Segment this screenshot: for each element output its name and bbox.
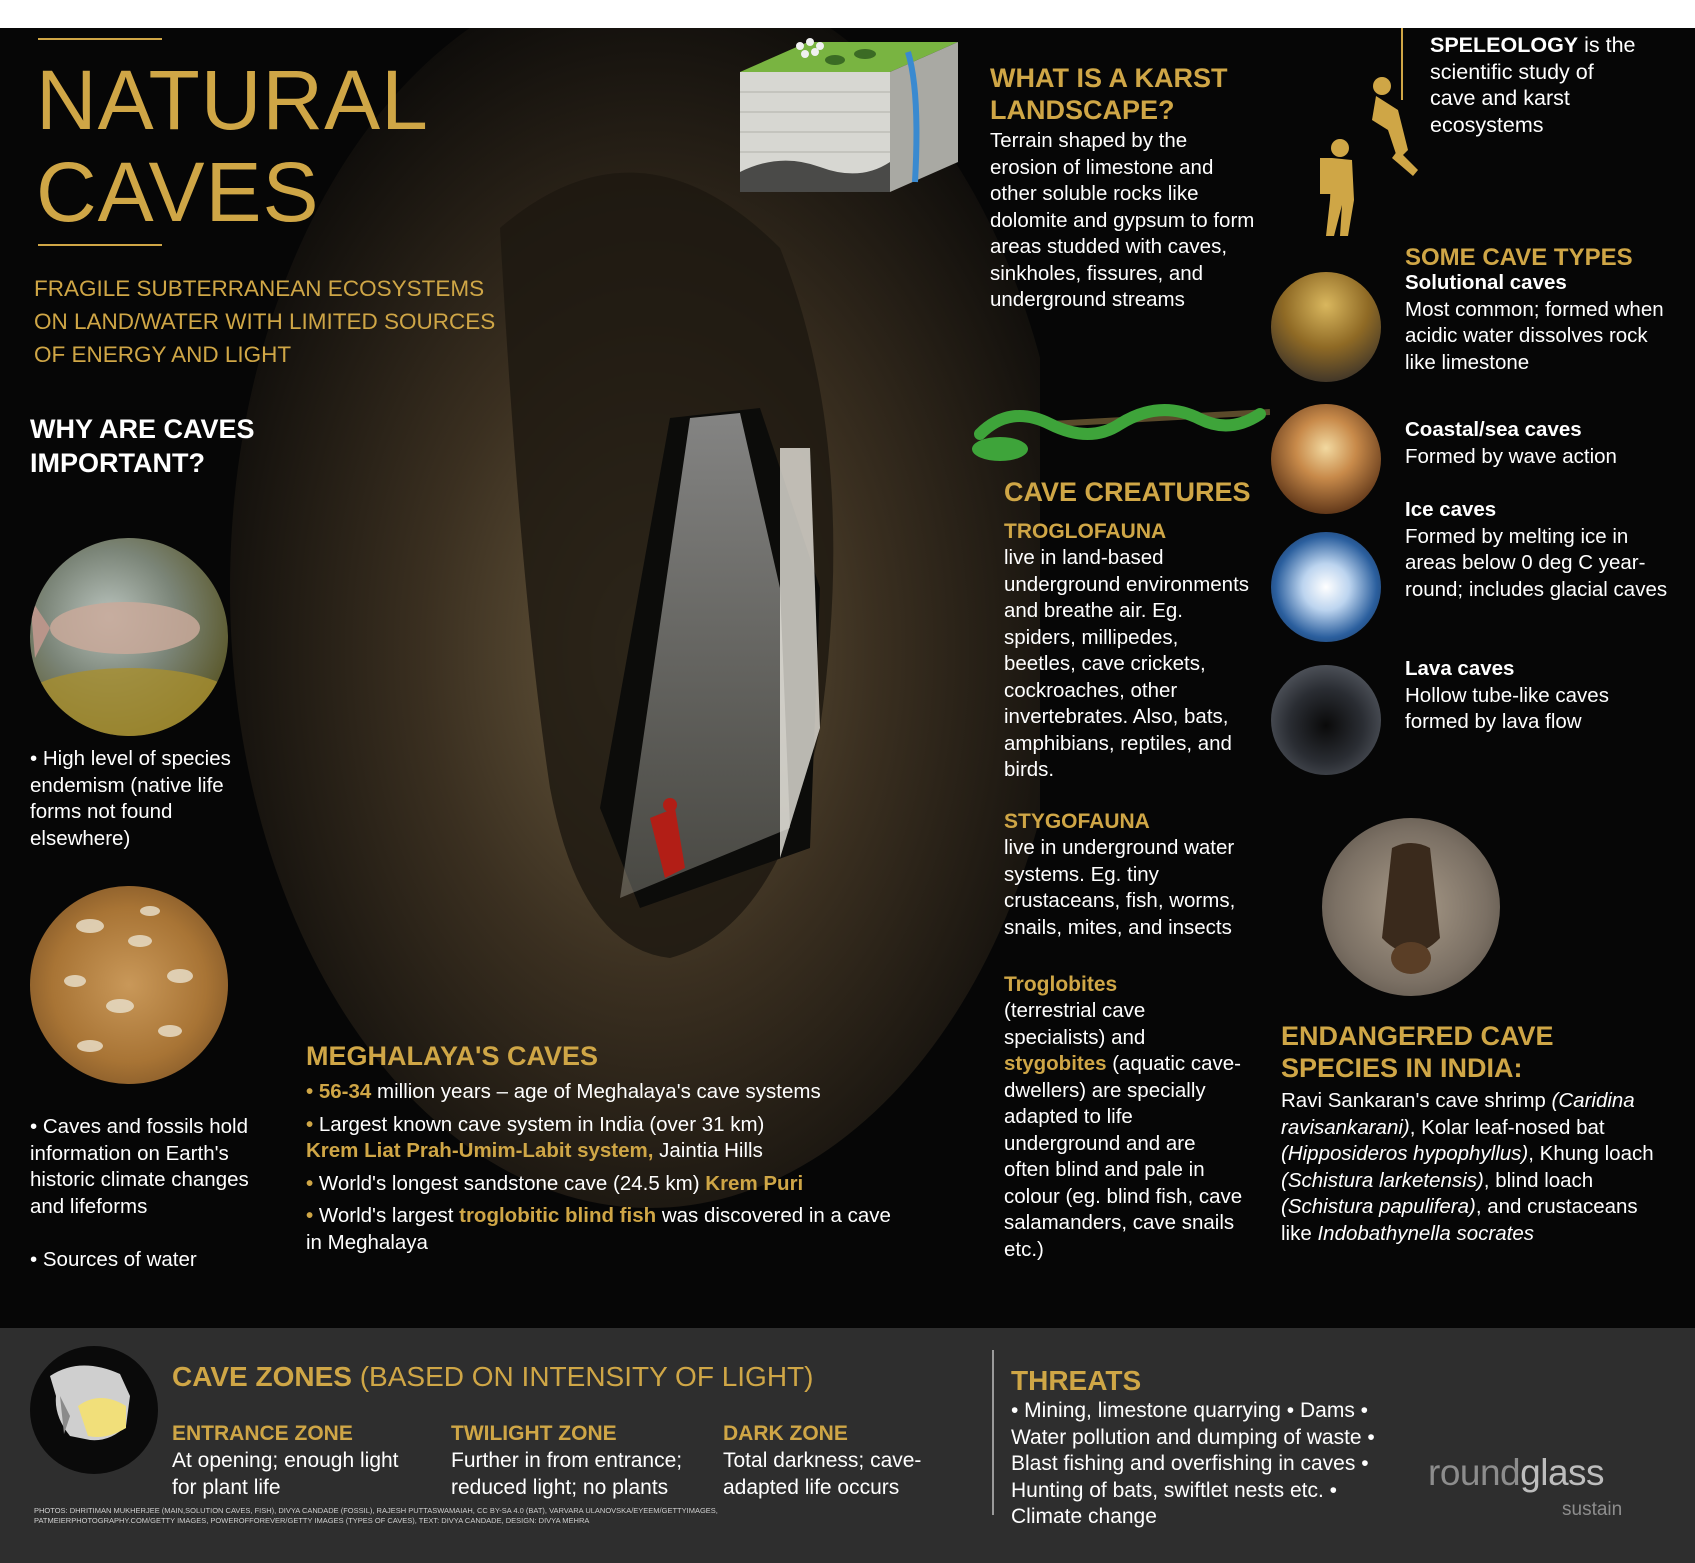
lava-cave-photo bbox=[1271, 665, 1381, 775]
stygofauna-block: STYGOFAUNA live in underground water systems. Eg. tiny crustaceans, fish, worms, snails, mites, and insects bbox=[1004, 810, 1236, 939]
zone-dark: DARK ZONE Total darkness; cave-adapted life occurs bbox=[723, 1422, 922, 1499]
fossil-photo bbox=[30, 886, 228, 1084]
meghalaya-facts: • 56-34 million years – age of Meghalaya's cave systems • Largest known cave system in India (over 31 km) Krem Liat Prah-Umim-Labit system, Jaintia Hills • World's longest sandstone cave (24.5 km) Krem Puri • World's largest troglobitic blind fish was discovered in a cave in Meghalaya bbox=[306, 1080, 891, 1254]
threats-heading: THREATS bbox=[1011, 1365, 1142, 1396]
photo-credits: PHOTOS: DHRITIMAN MUKHERJEE (MAIN,SOLUTION CAVES, FISH), DIVYA CANDADE (FOSSIL), RAJESH PUTTASWAMAIAH, CC BY-SA 4.0 (BAT), VARVARA ULANOVSKA/EYEEM/GETTYIMAGES, PATMEIERPHOTOGRAPHY.COM/GETTY IMAGES, POWEROFFOREVER/GETTY IMAGES (TYPES OF CAVES), TEXT: DIVYA CANDADE, DESIGN: DIVYA MEHRA bbox=[34, 1506, 718, 1525]
cave-type-coastal: Coastal/sea caves Formed by wave action bbox=[1405, 418, 1617, 468]
cave-type-solutional: Solutional caves Most common; formed when acidic water dissolves rock like limestone bbox=[1405, 271, 1664, 374]
endangered-species-text: Ravi Sankaran's cave shrimp (Caridina ravisankarani), Kolar leaf-nosed bat (Hipposideros hypophyllus), Khung loach (Schistura larketensis), blind loach (Schistura papulifera), and crustaceans like Indobathynella socrates bbox=[1281, 1089, 1654, 1245]
pit-viper-photo bbox=[970, 394, 1270, 474]
creatures-heading: CAVE CREATURES bbox=[1004, 477, 1251, 507]
zone-twilight: TWILIGHT ZONE Further in from entrance; reduced light; no plants bbox=[451, 1422, 683, 1499]
sea-cave-photo bbox=[1271, 404, 1381, 514]
importance-point-2: • Caves and fossils hold information on Earth's historic climate changes and lifeforms bbox=[30, 1115, 249, 1218]
roundglass-logo: roundglass bbox=[1428, 1452, 1605, 1493]
meghalaya-heading: MEGHALAYA'S CAVES bbox=[306, 1041, 598, 1071]
importance-point-1: • High level of species endemism (native life forms not found elsewhere) bbox=[30, 747, 231, 850]
cave-type-lava: Lava caves Hollow tube-like caves formed by lava flow bbox=[1405, 657, 1609, 733]
ice-cave-photo bbox=[1271, 532, 1381, 642]
zones-heading: CAVE ZONES (BASED ON INTENSITY OF LIGHT) bbox=[172, 1361, 814, 1392]
speleology-definition: SPELEOLOGY is the scientific study of cave and karst ecosystems bbox=[1430, 33, 1636, 137]
cave-types-heading: SOME CAVE TYPES bbox=[1405, 244, 1633, 271]
bat-photo bbox=[1322, 818, 1500, 996]
troglofauna-block: TROGLOFAUNA live in land-based underground environments and breathe air. Eg. spiders, millipedes, beetles, cave crickets, cockroaches, other invertebrates. Also, bats, amphibians, reptiles, and birds. bbox=[1004, 520, 1250, 781]
troglobites-block: Troglobites (terrestrial cave specialists) and stygobites (aquatic cave-dwellers) are specially adapted to life underground and are often blind and pale in colour (eg. blind fish, cave salamanders, cave snails etc.) bbox=[1004, 973, 1243, 1261]
title-rule-bottom bbox=[38, 244, 162, 246]
cave-type-ice: Ice caves Formed by melting ice in areas below 0 deg C year-round; includes glacial caves bbox=[1405, 498, 1668, 601]
sustain-logo-text: sustain bbox=[1562, 1499, 1623, 1520]
zone-entrance: ENTRANCE ZONE At opening; enough light for plant life bbox=[172, 1422, 399, 1499]
endangered-heading: ENDANGERED CAVE SPECIES IN INDIA: bbox=[1281, 1021, 1554, 1083]
solutional-cave-photo bbox=[1271, 272, 1381, 382]
importance-point-3: • Sources of water bbox=[30, 1248, 197, 1271]
band-divider bbox=[992, 1350, 994, 1515]
infographic-poster bbox=[0, 28, 1695, 1563]
importance-heading: WHY ARE CAVES IMPORTANT? bbox=[30, 414, 255, 478]
page-subtitle: FRAGILE SUBTERRANEAN ECOSYSTEMS ON LAND/WATER WITH LIMITED SOURCES OF ENERGY AND LIGHT bbox=[34, 276, 496, 367]
blind-fish-photo bbox=[30, 538, 228, 736]
karst-diagram bbox=[740, 32, 958, 192]
threats-list: • Mining, limestone quarrying • Dams • Water pollution and dumping of waste • Blast fishing and overfishing in caves • Hunting of bats, swiftlet nests etc. • Climate change bbox=[1011, 1399, 1375, 1528]
karst-heading: WHAT IS A KARST LANDSCAPE? bbox=[990, 63, 1228, 125]
caver-figures-icon bbox=[1318, 28, 1448, 236]
title-rule-top bbox=[38, 38, 162, 40]
karst-text: Terrain shaped by the erosion of limestone and other soluble rocks like dolomite and gypsum to form areas studded with caves, sinkholes, fissures, and underground streams bbox=[990, 129, 1255, 311]
page-title: NATURAL CAVES bbox=[36, 53, 429, 239]
cave-zones-diagram bbox=[30, 1346, 158, 1474]
